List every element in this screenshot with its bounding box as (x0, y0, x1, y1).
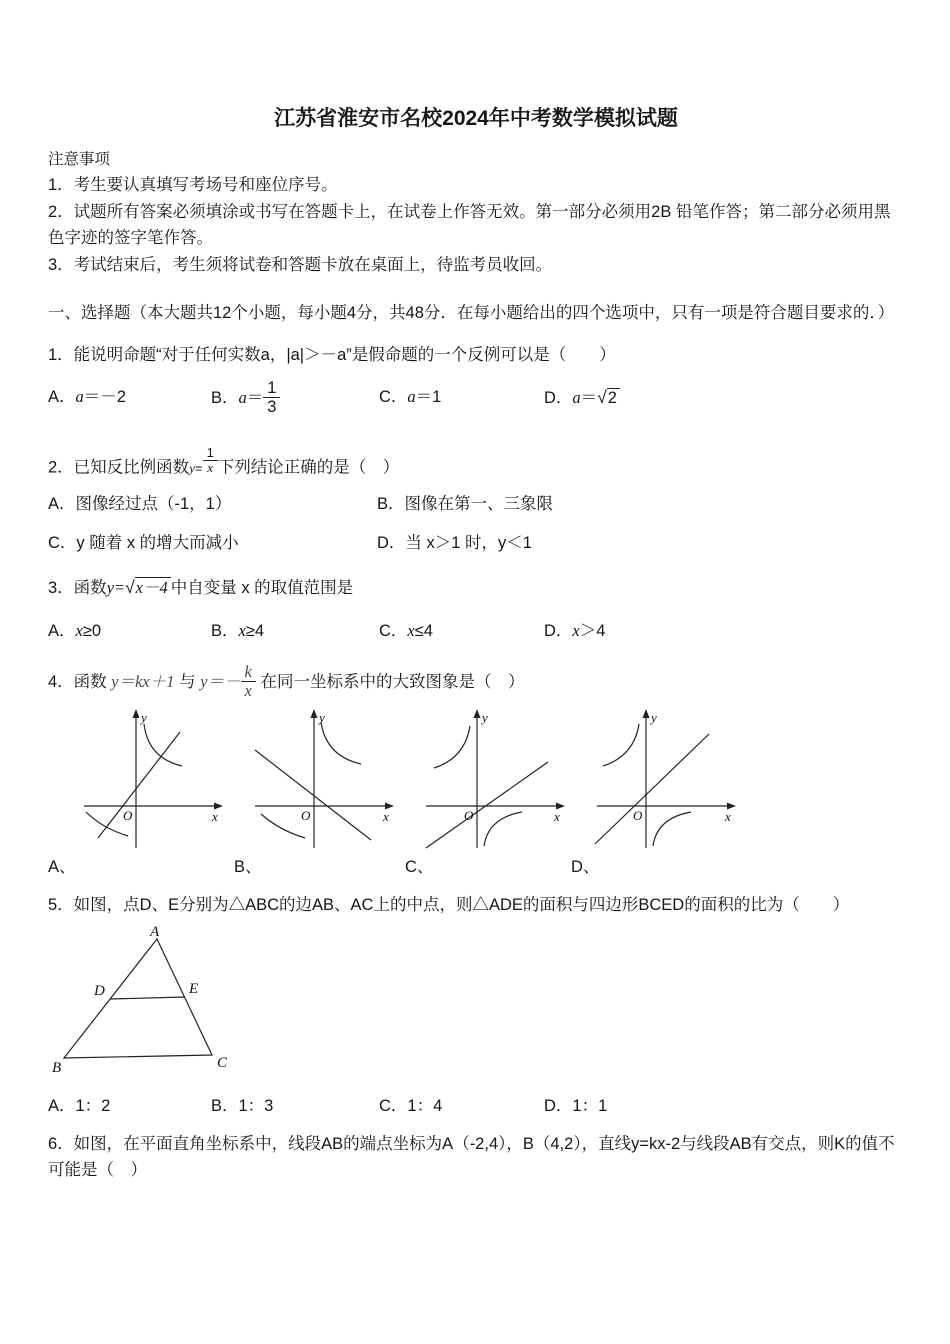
math-var: x (75, 621, 83, 641)
graph-option-a (78, 706, 228, 854)
hyperbola-branch-2 (653, 812, 691, 846)
option-label: A． (48, 622, 76, 641)
option-text: ≥4 (245, 622, 265, 641)
equals-sign: ＝ (246, 388, 264, 407)
option-text: ＞4 (579, 622, 606, 641)
notice-section (48, 148, 904, 278)
question-2-stem (48, 446, 904, 481)
question-5-figure (52, 925, 282, 1077)
math-var: a (572, 387, 581, 407)
y-axis-label: y (319, 709, 325, 725)
y-axis-arrow (133, 709, 140, 718)
question-1-option-a (48, 384, 211, 410)
option-label: D． (544, 388, 573, 407)
line-graph (595, 734, 709, 844)
question-3-options (48, 618, 904, 644)
y-axis-label: y (482, 709, 488, 725)
question-2-option-a: A．图像经过点（-1，1） (48, 494, 232, 513)
math-var: y= (106, 578, 126, 598)
hyperbola-branch-1 (321, 722, 361, 764)
question-3-option-d (544, 618, 904, 644)
vertex-label-a: A (150, 924, 160, 940)
math-var: a (75, 387, 84, 407)
origin-label: O (633, 807, 643, 823)
option-text: ＝－2 (83, 388, 126, 407)
option-label: B． (211, 388, 239, 407)
math-var: a (238, 387, 247, 407)
page-title: 江苏省淮安市名校2024年中考数学模拟试题 (274, 107, 678, 130)
question-2-option-d: D．当 x＞1 时，y＜1 (377, 534, 532, 553)
notice-item-2: 2．试题所有答案必须填涂或书写在答题卡上，在试卷上作答无效。第一部分必须用2B 铅笔作答；第二部分必须用黑色字迹的签字笔作答。 (48, 202, 891, 248)
option-label: C． (379, 622, 408, 641)
hyperbola-branch-1 (603, 724, 639, 766)
y-axis-label: y (651, 709, 657, 725)
question-3-option-a (48, 618, 211, 644)
segment-de (110, 997, 185, 999)
fraction-denominator: x (244, 680, 252, 700)
question-1-stem: 1．能说明命题“对于任何实数a，|a|＞－a”是假命题的一个反例可以是（ ） (48, 346, 616, 365)
question-4-graph-labels (48, 854, 904, 880)
fraction (241, 663, 256, 700)
fraction (203, 446, 218, 474)
stem-text: 中自变量 x 的取值范围是 (170, 579, 354, 598)
notice-heading: 注意事项 (48, 150, 111, 168)
stem-text: 3．函数 (48, 579, 107, 598)
stem-text: 4．函数 (48, 672, 107, 691)
option-text: ≤4 (414, 622, 433, 641)
x-axis-label: x (383, 808, 389, 824)
option-label: A． (48, 388, 76, 407)
question-2-option-b: B．图像在第一、三象限 (377, 494, 554, 513)
hyperbola-branch-2 (86, 812, 128, 836)
question-1-option-c (379, 384, 544, 410)
question-3-stem (48, 574, 904, 602)
square-root (125, 574, 171, 602)
equals-sign: = (194, 460, 203, 476)
line-graph (98, 732, 180, 838)
vertex-label-b: B (52, 1059, 62, 1076)
question-5-option-c: C．1：4 (379, 1096, 443, 1115)
notice-item-1: 1．考生要认真填写考场号和座位序号。 (48, 176, 338, 195)
graph-option-b (249, 706, 399, 854)
stem-text: 下列结论正确的是（ ） (217, 458, 400, 477)
math-var: y (189, 460, 195, 476)
stem-text: 与 (179, 672, 196, 691)
square-root (597, 384, 620, 412)
question-4-stem (48, 663, 904, 700)
radicand: x－4 (135, 577, 171, 597)
option-label: C． (379, 388, 408, 407)
hyperbola-branch-2 (484, 812, 522, 846)
origin-label: O (464, 807, 474, 823)
x-axis-label: x (212, 808, 218, 824)
origin-label: O (123, 807, 133, 823)
math-var: a (407, 387, 416, 407)
question-5-stem: 5．如图，点D、E分别为△ABC的边AB、AC上的中点，则△ADE的面积与四边形BCED的面积的比为（ ） (48, 896, 850, 915)
graph-label-c: C、 (405, 857, 434, 876)
hyperbola-branch-2 (261, 814, 305, 838)
x-axis-label: x (725, 808, 731, 824)
question-2-option-c: C．y 随着 x 的增大而减小 (48, 534, 239, 553)
y-axis-label: y (141, 709, 147, 725)
hyperbola-branch-1 (434, 726, 470, 768)
graph-option-c (420, 706, 570, 854)
equals-sign: ＝ (580, 388, 598, 407)
graph-label-a: A、 (48, 857, 76, 876)
fraction-numerator: 1 (203, 446, 218, 461)
point-label-d: D (94, 982, 105, 999)
fraction (263, 379, 280, 416)
fraction-denominator: 3 (267, 397, 277, 416)
stem-text: 在同一坐标系中的大致图象是（ ） (260, 672, 525, 691)
formula-line: y＝kx＋1 (111, 671, 175, 691)
origin-label: O (301, 807, 311, 823)
vertex-label-c: C (217, 1054, 228, 1071)
math-var: x (572, 621, 580, 641)
option-text: ≥0 (82, 622, 102, 641)
question-5-option-a: A．1：2 (48, 1096, 111, 1115)
hyperbola-branch-1 (144, 724, 182, 766)
radical-sign: √ (125, 577, 135, 598)
radicand: 2 (607, 388, 620, 407)
point-label-e: E (189, 980, 199, 997)
question-3-option-b (211, 618, 379, 644)
graph-label-d: D、 (571, 857, 600, 876)
question-1-option-d (544, 384, 904, 412)
x-axis-label: x (554, 808, 560, 824)
question-6-stem: 6．如图，在平面直角坐标系中，线段AB的端点坐标为A（-2,4），B（4,2），直线y=kx-2与线段AB有交点，则K的值不可能是（ ） (48, 1135, 895, 1180)
notice-item-3: 3．考试结束后，考生须将试卷和答题卡放在桌面上，待监考员收回。 (48, 255, 553, 274)
math-var: x (407, 621, 415, 641)
option-label: B． (211, 622, 239, 641)
fraction-numerator: k (241, 663, 256, 682)
radical-sign: √ (597, 386, 607, 407)
graph-option-d (591, 706, 741, 854)
question-5-option-b: B．1：3 (211, 1096, 274, 1115)
y-axis-arrow (643, 709, 650, 718)
section-heading: 一、选择题（本大题共12个小题，每小题4分，共48分．在每小题给出的四个选项中，只有一项是符合题目要求的．） (48, 303, 895, 322)
question-3-option-c (379, 618, 544, 644)
fraction-denominator: x (207, 459, 214, 475)
option-label: D． (544, 622, 573, 641)
fraction-numerator: 1 (263, 379, 280, 398)
question-1-option-b (211, 379, 379, 416)
question-2-options (48, 491, 904, 557)
option-text: ＝1 (415, 388, 442, 407)
stem-text: 2．已知反比例函数 (48, 458, 190, 477)
graph-label-b: B、 (234, 857, 262, 876)
line-graph (255, 750, 371, 840)
y-axis-arrow (311, 709, 318, 718)
question-1-options (48, 379, 904, 416)
question-5-option-d: D．1：1 (544, 1096, 608, 1115)
formula-hyperbola-prefix: y＝－ (200, 671, 241, 691)
question-5-options (48, 1093, 904, 1119)
y-axis-arrow (474, 709, 481, 718)
question-4-graphs (48, 706, 904, 854)
math-var: x (238, 621, 246, 641)
